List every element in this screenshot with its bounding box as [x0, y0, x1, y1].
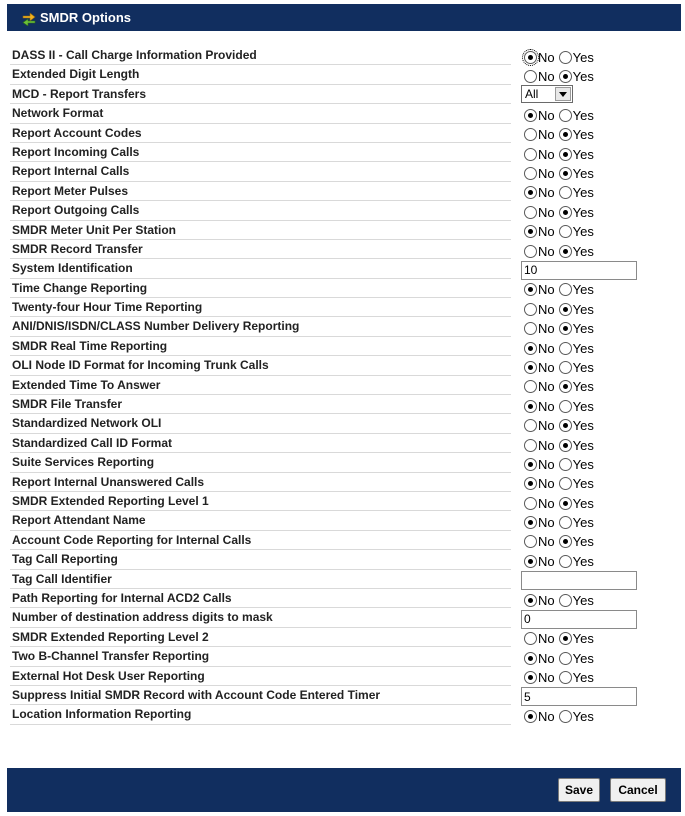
radio-no-label[interactable]: No: [538, 534, 555, 550]
radio-no[interactable]: [524, 671, 537, 684]
option-label: Report Account Codes: [10, 124, 511, 143]
radio-yes-label[interactable]: Yes: [572, 495, 594, 511]
option-control: [521, 85, 573, 104]
radio-yes[interactable]: [559, 652, 572, 665]
radio-group: [521, 665, 595, 687]
radio-no[interactable]: [524, 380, 537, 393]
option-label: SMDR Record Transfer: [10, 240, 511, 259]
option-control: [521, 453, 595, 472]
radio-yes-label[interactable]: Yes: [572, 456, 594, 472]
radio-no[interactable]: [524, 497, 537, 510]
option-control: [521, 686, 637, 705]
option-control: [521, 589, 595, 608]
option-row: [10, 259, 670, 278]
option-control: [521, 65, 595, 84]
radio-yes-label[interactable]: Yes: [572, 553, 594, 569]
radio-yes-label[interactable]: Yes: [572, 301, 594, 317]
option-row: [10, 221, 670, 240]
radio-no-label[interactable]: No: [538, 321, 555, 337]
radio-yes[interactable]: [559, 167, 572, 180]
radio-no-label[interactable]: No: [538, 398, 555, 414]
radio-no[interactable]: [524, 555, 537, 568]
radio-yes-label[interactable]: Yes: [572, 127, 594, 143]
footer-bar: [7, 768, 681, 812]
radio-yes[interactable]: [559, 400, 572, 413]
option-label: SMDR Extended Reporting Level 2: [10, 628, 511, 647]
option-row: [10, 162, 670, 181]
option-row: [10, 46, 670, 65]
option-row: [10, 550, 670, 569]
option-row: [10, 337, 670, 356]
radio-no-label[interactable]: No: [538, 592, 555, 608]
radio-no[interactable]: [524, 594, 537, 607]
radio-no-label[interactable]: No: [538, 107, 555, 123]
option-label: External Hot Desk User Reporting: [10, 667, 511, 686]
option-control: [521, 143, 595, 162]
radio-group: [521, 239, 595, 261]
option-control: [521, 201, 595, 220]
option-row: [10, 414, 670, 433]
option-control: [521, 570, 637, 589]
radio-yes-label[interactable]: Yes: [572, 146, 594, 162]
option-control: [521, 531, 595, 550]
option-label: Report Internal Unanswered Calls: [10, 473, 511, 492]
radio-no-label[interactable]: No: [538, 418, 555, 434]
option-label: Path Reporting for Internal ACD2 Calls: [10, 589, 511, 608]
option-label: Report Outgoing Calls: [10, 201, 511, 220]
radio-no[interactable]: [524, 632, 537, 645]
radio-no[interactable]: [524, 342, 537, 355]
radio-yes[interactable]: [559, 342, 572, 355]
radio-no-label[interactable]: No: [538, 243, 555, 259]
radio-yes-label[interactable]: Yes: [572, 670, 594, 686]
radio-no[interactable]: [524, 206, 537, 219]
radio-no-label[interactable]: No: [538, 515, 555, 531]
radio-yes-label[interactable]: Yes: [572, 340, 594, 356]
option-label: Account Code Reporting for Internal Calls: [10, 531, 511, 550]
option-row: [10, 124, 670, 143]
option-control: [521, 124, 595, 143]
radio-no-label[interactable]: No: [538, 340, 555, 356]
option-label: Report Attendant Name: [10, 511, 511, 530]
radio-yes-label[interactable]: Yes: [572, 185, 594, 201]
radio-no-label[interactable]: No: [538, 69, 555, 85]
option-row: [10, 434, 670, 453]
option-row: [10, 531, 670, 550]
option-control: [521, 337, 595, 356]
radio-no[interactable]: [524, 322, 537, 335]
radio-no[interactable]: [524, 361, 537, 374]
option-control: [521, 705, 595, 724]
option-label: Suppress Initial SMDR Record with Account Code Entered Timer: [10, 686, 511, 705]
options-list: [10, 46, 670, 725]
option-label: Report Meter Pulses: [10, 182, 511, 201]
radio-yes[interactable]: [559, 594, 572, 607]
option-row: [10, 667, 670, 686]
radio-yes[interactable]: [559, 206, 572, 219]
option-label: Tag Call Identifier: [10, 570, 511, 589]
option-control: [521, 550, 595, 569]
radio-yes[interactable]: [559, 632, 572, 645]
option-row: [10, 85, 670, 104]
option-label: SMDR Meter Unit Per Station: [10, 221, 511, 240]
option-control: [521, 221, 595, 240]
option-row: [10, 473, 670, 492]
radio-no[interactable]: [524, 186, 537, 199]
option-row: [10, 570, 670, 589]
radio-yes-label[interactable]: Yes: [572, 592, 594, 608]
option-control: [521, 414, 595, 433]
option-control: [521, 667, 595, 686]
radio-no-label[interactable]: No: [538, 282, 555, 298]
option-label: Network Format: [10, 104, 511, 123]
option-control: [521, 162, 595, 181]
option-control: [521, 608, 637, 627]
radio-no[interactable]: [524, 109, 537, 122]
option-control: [521, 259, 637, 278]
option-row: [10, 686, 670, 705]
radio-yes-label[interactable]: Yes: [572, 437, 594, 453]
radio-yes-label[interactable]: Yes: [572, 631, 594, 647]
radio-no-label[interactable]: No: [538, 301, 555, 317]
page-header: [7, 4, 681, 31]
radio-yes-label[interactable]: Yes: [572, 166, 594, 182]
radio-no-label[interactable]: No: [538, 495, 555, 511]
radio-yes-label[interactable]: Yes: [572, 204, 594, 220]
option-label: Report Internal Calls: [10, 162, 511, 181]
radio-no[interactable]: [524, 535, 537, 548]
radio-yes[interactable]: [559, 710, 572, 723]
radio-no-label[interactable]: No: [538, 553, 555, 569]
option-label: Tag Call Reporting: [10, 550, 511, 569]
radio-no-label[interactable]: No: [538, 146, 555, 162]
radio-no[interactable]: [524, 516, 537, 529]
option-label: Number of destination address digits to mask: [10, 608, 511, 627]
radio-yes-label[interactable]: Yes: [572, 398, 594, 414]
radio-no-label[interactable]: No: [538, 359, 555, 375]
radio-yes[interactable]: [559, 148, 572, 161]
option-control: [521, 104, 595, 123]
option-control: [521, 473, 595, 492]
option-label: Extended Time To Answer: [10, 376, 511, 395]
radio-yes[interactable]: [559, 497, 572, 510]
option-row: [10, 453, 670, 472]
option-row: [10, 647, 670, 666]
page-title: SMDR Options: [40, 10, 131, 25]
radio-yes-label[interactable]: Yes: [572, 650, 594, 666]
radio-no[interactable]: [524, 167, 537, 180]
radio-no[interactable]: [524, 148, 537, 161]
option-row: [10, 608, 670, 627]
save-button[interactable]: Save: [558, 778, 600, 802]
radio-group: [521, 588, 595, 610]
radio-yes[interactable]: [559, 671, 572, 684]
option-row: [10, 376, 670, 395]
radio-no[interactable]: [524, 225, 537, 238]
radio-no-label[interactable]: No: [538, 204, 555, 220]
radio-yes-label[interactable]: Yes: [572, 282, 594, 298]
option-control: [521, 511, 595, 530]
radio-no-label[interactable]: No: [538, 670, 555, 686]
option-label: MCD - Report Transfers: [10, 85, 511, 104]
radio-no-label[interactable]: No: [538, 185, 555, 201]
option-label: Report Incoming Calls: [10, 143, 511, 162]
radio-yes-label[interactable]: Yes: [572, 379, 594, 395]
option-row: [10, 356, 670, 375]
radio-yes-label[interactable]: Yes: [572, 418, 594, 434]
radio-group: [521, 549, 595, 571]
option-row: [10, 705, 670, 724]
radio-yes-label[interactable]: Yes: [572, 107, 594, 123]
radio-yes-label[interactable]: Yes: [572, 708, 594, 724]
option-row: [10, 492, 670, 511]
option-control: [521, 434, 595, 453]
radio-yes[interactable]: [559, 535, 572, 548]
option-label: Two B-Channel Transfer Reporting: [10, 647, 511, 666]
option-control: [521, 317, 595, 336]
radio-no[interactable]: [524, 652, 537, 665]
radio-yes[interactable]: [559, 225, 572, 238]
radio-yes[interactable]: [559, 458, 572, 471]
option-control: [521, 182, 595, 201]
radio-group: [521, 704, 595, 726]
option-label: Standardized Network OLI: [10, 414, 511, 433]
option-row: [10, 182, 670, 201]
option-label: SMDR Real Time Reporting: [10, 337, 511, 356]
radio-yes[interactable]: [559, 128, 572, 141]
option-row: [10, 317, 670, 336]
option-control: [521, 279, 595, 298]
option-label: OLI Node ID Format for Incoming Trunk Calls: [10, 356, 511, 375]
option-control: [521, 492, 595, 511]
options-arrows-icon: [21, 10, 37, 26]
radio-yes[interactable]: [559, 109, 572, 122]
report-transfers-select[interactable]: [521, 85, 573, 103]
radio-yes-label[interactable]: Yes: [572, 534, 594, 550]
option-row: [10, 395, 670, 414]
radio-yes[interactable]: [559, 245, 572, 258]
radio-no-label[interactable]: No: [538, 456, 555, 472]
radio-no[interactable]: [524, 439, 537, 452]
option-label: Standardized Call ID Format: [10, 434, 511, 453]
option-row: [10, 104, 670, 123]
select-value: All: [525, 87, 539, 102]
radio-no-label[interactable]: No: [538, 437, 555, 453]
option-row: [10, 201, 670, 220]
option-control: [521, 240, 595, 259]
option-control: [521, 647, 595, 666]
radio-yes[interactable]: [559, 516, 572, 529]
option-row: [10, 65, 670, 84]
radio-no[interactable]: [524, 400, 537, 413]
radio-yes[interactable]: [559, 419, 572, 432]
option-label: System Identification: [10, 259, 511, 278]
option-control: [521, 376, 595, 395]
radio-yes-label[interactable]: Yes: [572, 476, 594, 492]
radio-yes-label[interactable]: Yes: [572, 515, 594, 531]
radio-no[interactable]: [524, 458, 537, 471]
radio-yes-label[interactable]: Yes: [572, 243, 594, 259]
radio-yes[interactable]: [559, 51, 572, 64]
radio-yes-label[interactable]: Yes: [572, 321, 594, 337]
radio-no-label[interactable]: No: [538, 127, 555, 143]
option-label: Suite Services Reporting: [10, 453, 511, 472]
option-row: [10, 279, 670, 298]
radio-yes[interactable]: [559, 322, 572, 335]
option-label: DASS II - Call Charge Information Provided: [10, 46, 511, 65]
radio-yes-label[interactable]: Yes: [572, 224, 594, 240]
option-label: Time Change Reporting: [10, 279, 511, 298]
option-control: [521, 298, 595, 317]
option-label: Extended Digit Length: [10, 65, 511, 84]
radio-yes[interactable]: [559, 361, 572, 374]
option-row: [10, 589, 670, 608]
option-label: ANI/DNIS/ISDN/CLASS Number Delivery Reporting: [10, 317, 511, 336]
radio-no[interactable]: [524, 710, 537, 723]
option-control: [521, 46, 595, 65]
option-row: [10, 143, 670, 162]
radio-yes[interactable]: [559, 477, 572, 490]
option-control: [521, 395, 595, 414]
radio-no[interactable]: [524, 245, 537, 258]
option-row: [10, 628, 670, 647]
radio-yes[interactable]: [559, 186, 572, 199]
option-control: [521, 628, 595, 647]
radio-no-label[interactable]: No: [538, 631, 555, 647]
option-label: Location Information Reporting: [10, 705, 511, 724]
option-label: Twenty-four Hour Time Reporting: [10, 298, 511, 317]
radio-no[interactable]: [524, 419, 537, 432]
radio-no-label[interactable]: No: [538, 650, 555, 666]
option-row: [10, 511, 670, 530]
radio-no[interactable]: [524, 303, 537, 316]
radio-group: [521, 64, 595, 86]
chevron-down-icon[interactable]: [555, 87, 571, 101]
cancel-button[interactable]: Cancel: [610, 778, 666, 802]
radio-no[interactable]: [524, 51, 537, 64]
radio-no-label[interactable]: No: [538, 166, 555, 182]
radio-yes[interactable]: [559, 439, 572, 452]
radio-no[interactable]: [524, 283, 537, 296]
radio-yes[interactable]: [559, 380, 572, 393]
option-row: [10, 240, 670, 259]
radio-no-label[interactable]: No: [538, 379, 555, 395]
option-row: [10, 298, 670, 317]
option-label: SMDR File Transfer: [10, 395, 511, 414]
radio-yes-label[interactable]: Yes: [572, 49, 594, 65]
radio-yes[interactable]: [559, 70, 572, 83]
radio-no-label[interactable]: No: [538, 476, 555, 492]
radio-no[interactable]: [524, 128, 537, 141]
radio-no-label[interactable]: No: [538, 49, 555, 65]
radio-yes-label[interactable]: Yes: [572, 359, 594, 375]
option-control: [521, 356, 595, 375]
radio-no[interactable]: [524, 477, 537, 490]
option-label: SMDR Extended Reporting Level 1: [10, 492, 511, 511]
radio-no[interactable]: [524, 70, 537, 83]
radio-yes-label[interactable]: Yes: [572, 69, 594, 85]
radio-yes[interactable]: [559, 555, 572, 568]
radio-yes[interactable]: [559, 303, 572, 316]
radio-yes[interactable]: [559, 283, 572, 296]
radio-no-label[interactable]: No: [538, 708, 555, 724]
radio-no-label[interactable]: No: [538, 224, 555, 240]
